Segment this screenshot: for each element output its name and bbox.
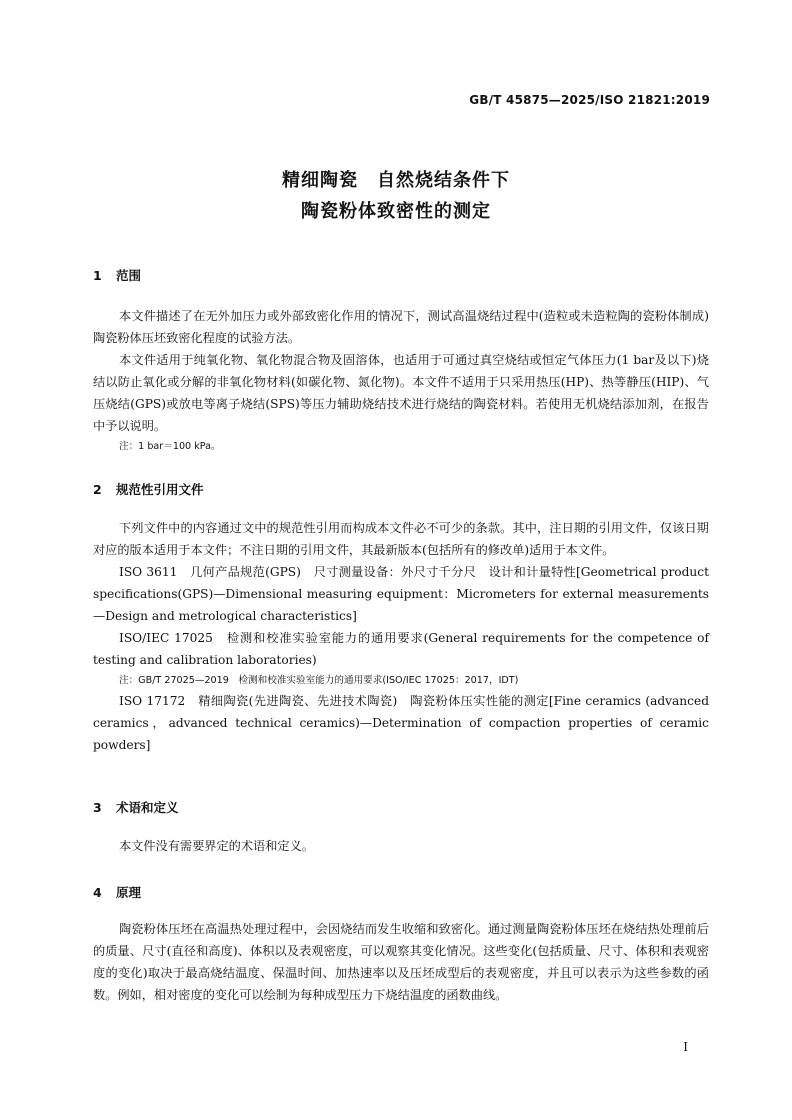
page-number: I (683, 1040, 688, 1054)
section-title: 范围 (116, 268, 142, 283)
note: 注：GB/T 27025—2019 检测和校准实验室能力的通用要求(ISO/IEC 17025：2017，IDT) (119, 675, 519, 686)
reference-item: ISO 3611 几何产品规范(GPS) 尺寸测量设备：外尺寸千分尺 设计和计量特性[Geometrical product specifications(GPS)—Dimensional measuring equipment：Micrometers for external measurements—Design and metrological characteristics] (93, 565, 709, 623)
section-number: 1 (93, 268, 102, 283)
paragraph: 本文件适用于纯氧化物、氧化物混合物及固溶体，也适用于可通过真空烧结或恒定气体压力(1 bar及以下)烧结以防止氧化或分解的非氧化物材料(如碳化物、氮化物)。本文件不适用于只采用热压(HP)、热等静压(HIP)、气压烧结(GPS)或放电等离子烧结(SPS)等压力辅助烧结技术进行烧结的陶瓷材料。若使用无机烧结添加剂，在报告中予以说明。 (93, 353, 709, 433)
reference-item: ISO 17172 精细陶瓷(先进陶瓷、先进技术陶瓷) 陶瓷粉体压实性能的测定[Fine ceramics (advanced ceramics，advanced technical ceramics)—Determination of compaction properties of ceramic powders] (93, 694, 709, 752)
section-title: 术语和定义 (116, 800, 179, 815)
paragraph: 本文件没有需要界定的术语和定义。 (119, 839, 314, 853)
section-2-body (93, 517, 709, 756)
section-4-heading (93, 883, 141, 901)
section-number: 2 (93, 482, 102, 497)
standard-code: GB/T 45875—2025/ISO 21821:2019 (469, 93, 710, 107)
section-2-heading (93, 480, 204, 498)
section-number: 3 (93, 800, 102, 815)
paragraph: 下列文件中的内容通过文中的规范性引用而构成本文件必不可少的条款。其中，注日期的引用文件，仅该日期对应的版本适用于本文件；不注日期的引用文件，其最新版本(包括所有的修改单)适用于本文件。 (93, 521, 709, 557)
document-title-line2: 陶瓷粉体致密性的测定 (301, 201, 491, 222)
section-3-heading (93, 798, 179, 816)
reference-item: ISO/IEC 17025 检测和校准实验室能力的通用要求(General requirements for the competence of testing and calibration laboratories) (93, 631, 709, 667)
paragraph: 陶瓷粉体压坯在高温热处理过程中，会因烧结而发生收缩和致密化。通过测量陶瓷粉体压坯在烧结热处理前后的质量、尺寸(直径和高度)、体积以及表观密度，可以观察其变化情况。这些变化(包括质量、尺寸、体积和表观密度的变化)取决于最高烧结温度、保温时间、加热速率以及压坯成型后的表观密度，并且可以表示为这些参数的函数。例如，相对密度的变化可以绘制为每种成型压力下烧结温度的函数曲线。 (93, 922, 709, 1002)
paragraph: 本文件描述了在无外加压力或外部致密化作用的情况下，测试高温烧结过程中(造粒或未造粒陶的瓷粉体制成)陶瓷粉体压坯致密化程度的试验方法。 (93, 309, 709, 345)
section-title: 原理 (116, 885, 142, 900)
note: 注：1 bar＝100 kPa。 (119, 441, 221, 452)
section-number: 4 (93, 885, 102, 900)
section-4-body (93, 918, 709, 1006)
section-3-body (93, 835, 709, 857)
section-1-heading (93, 266, 141, 284)
document-title-line1: 精细陶瓷 自然烧结条件下 (282, 170, 510, 191)
section-title: 规范性引用文件 (116, 482, 204, 497)
section-1-body (93, 305, 709, 456)
